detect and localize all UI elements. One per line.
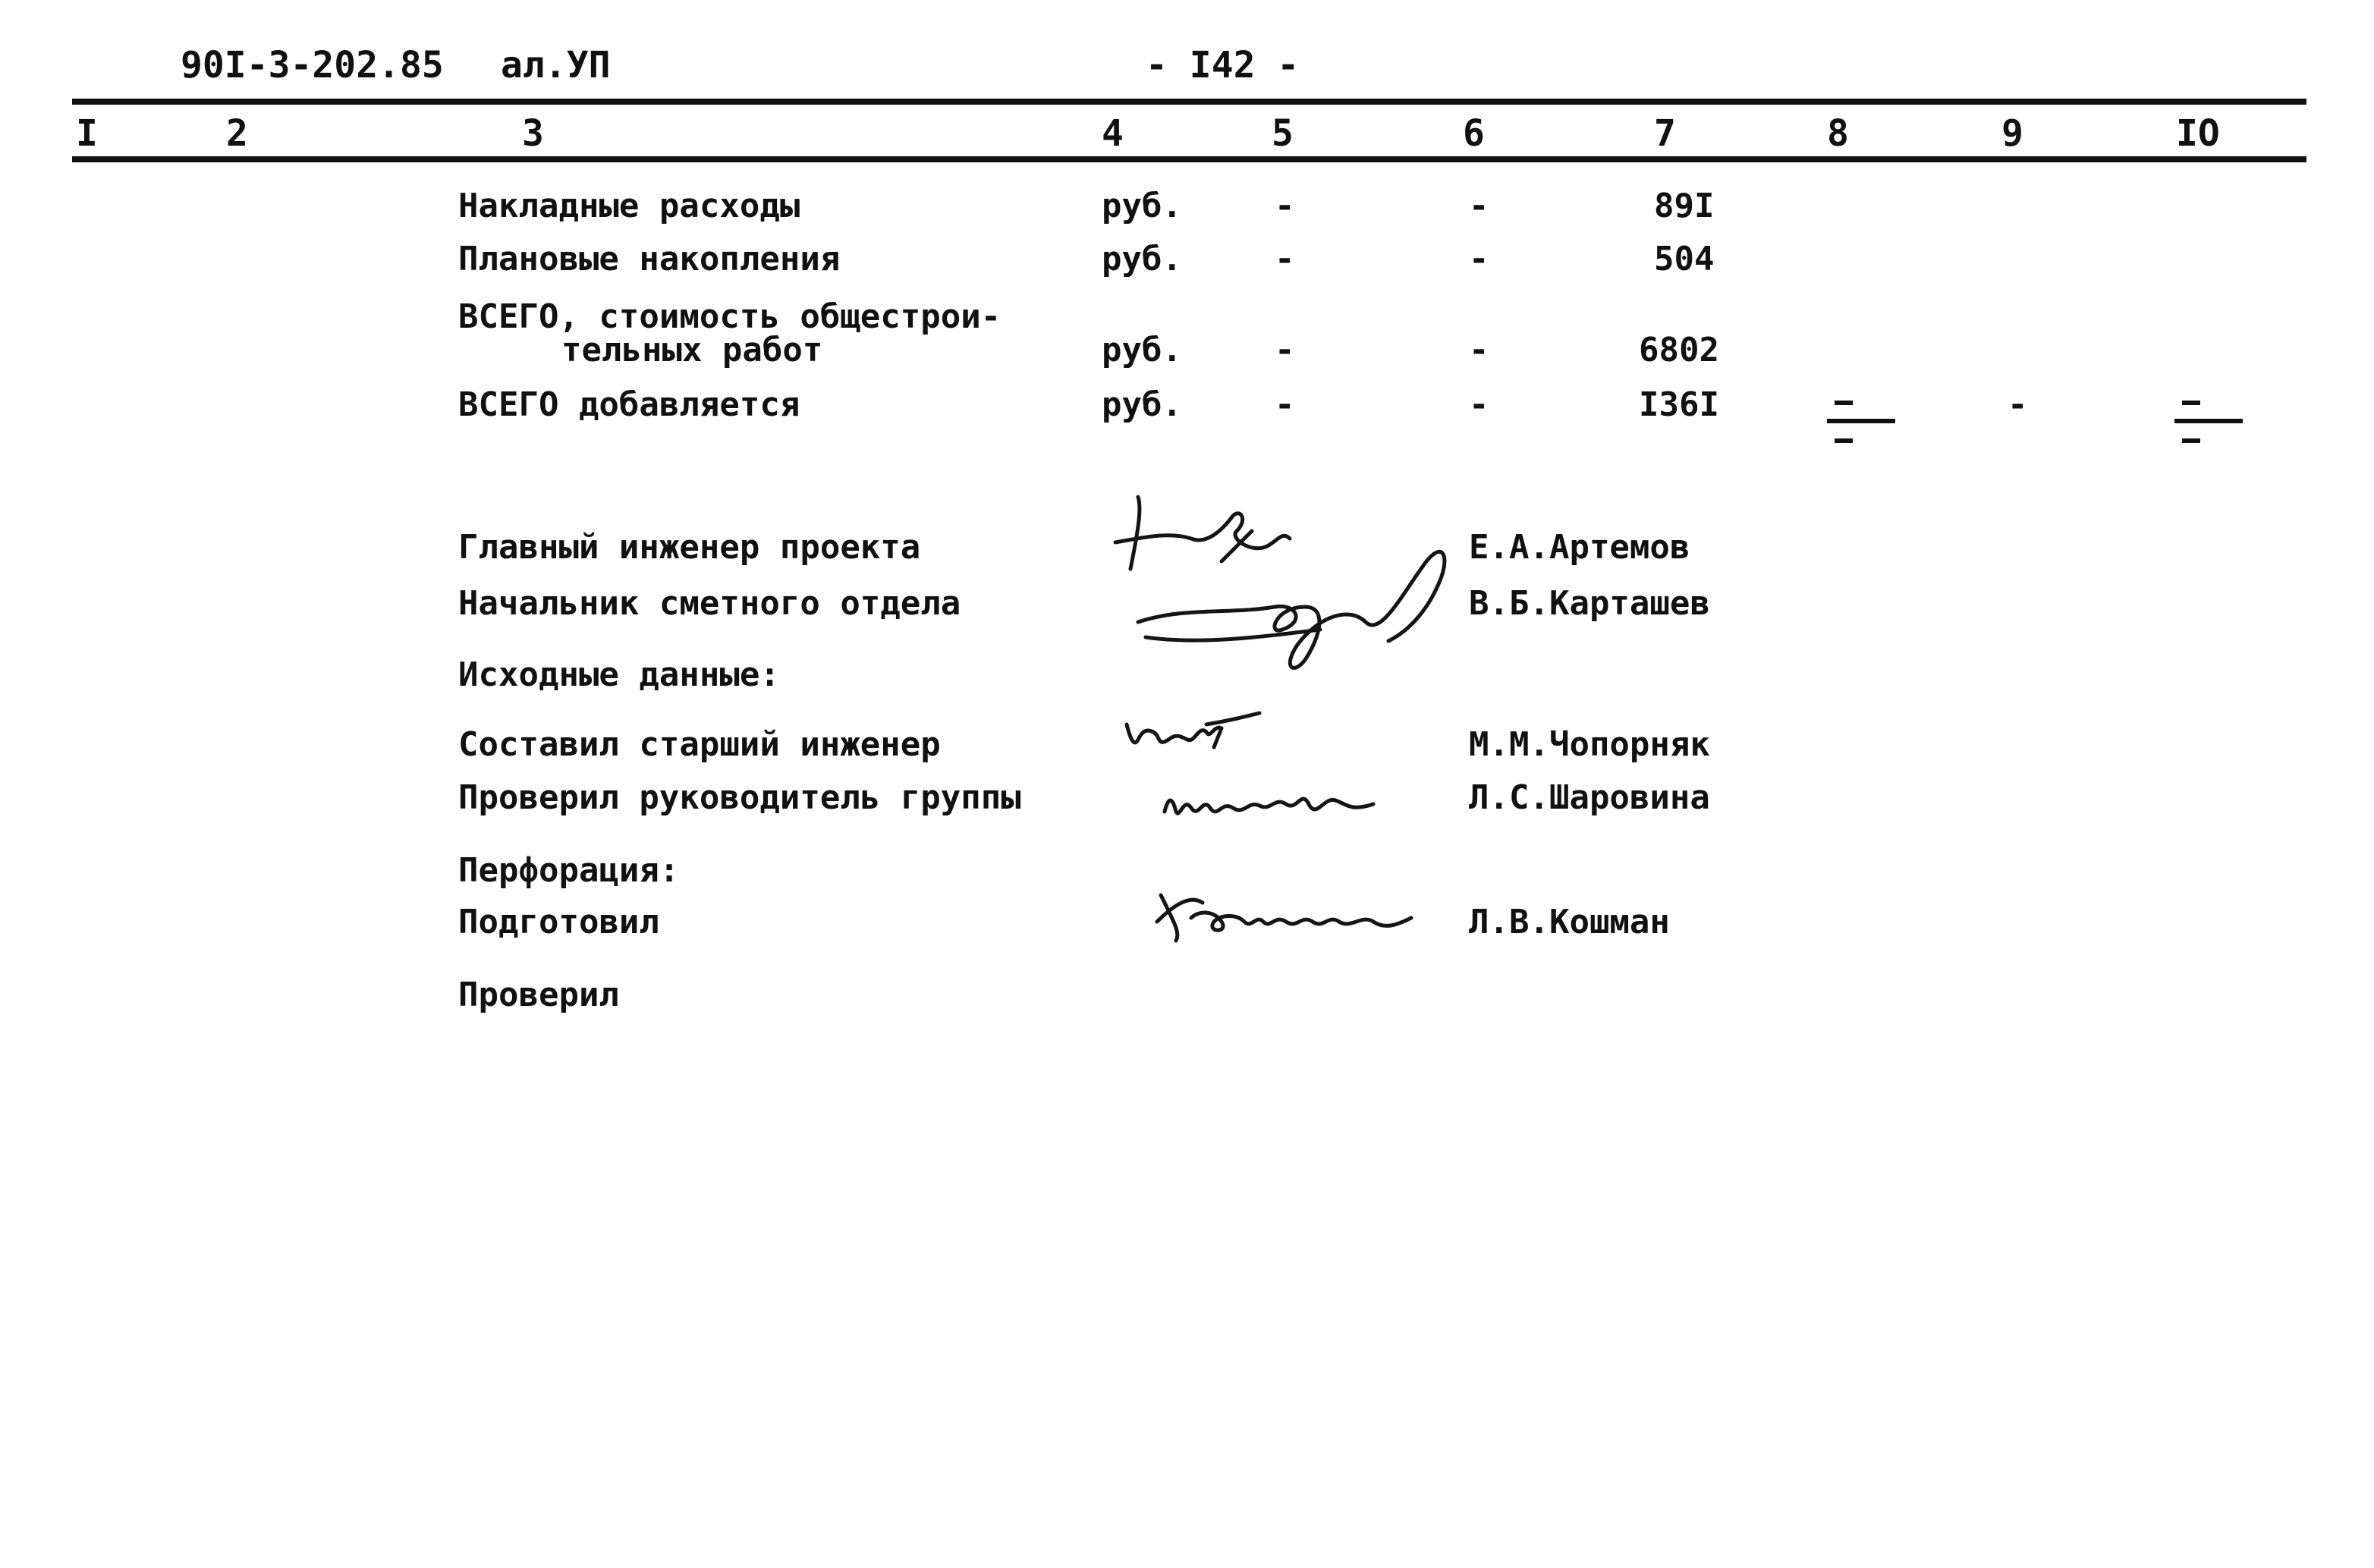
album-number: ал.УП — [501, 44, 611, 86]
row-name: Накладные расходы — [458, 187, 800, 225]
row-unit: руб. — [1102, 331, 1182, 369]
row-name-line2: тельных работ — [561, 331, 823, 369]
compiled-signature — [1115, 694, 1282, 778]
estimate-head-name: В.Б.Карташев — [1469, 584, 1710, 623]
estimate-head-title: Начальник сметного отдела — [458, 584, 961, 623]
perforation-label: Перфорация: — [458, 851, 680, 890]
column-header-3: 3 — [522, 112, 544, 155]
row-unit: руб. — [1102, 187, 1182, 225]
row-col7: I36I — [1639, 385, 1719, 424]
column-header-6: 6 — [1463, 112, 1485, 155]
prepared-title: Подготовил — [458, 903, 659, 941]
column-header-4: 4 — [1102, 112, 1124, 155]
source-data-label: Исходные данные: — [458, 655, 780, 694]
checked-name: Л.С.Шаровина — [1469, 778, 1710, 817]
page-number: - I42 - — [1146, 44, 1300, 86]
column-header-2: 2 — [226, 112, 248, 155]
verified-title: Проверил — [458, 976, 619, 1014]
row-col7: 504 — [1654, 240, 1715, 278]
column-header-8: 8 — [1827, 112, 1849, 155]
fraction-mark-col10 — [2174, 401, 2243, 446]
prepared-name: Л.В.Кошман — [1469, 903, 1670, 941]
prepared-signature — [1146, 880, 1426, 948]
column-header-10: IO — [2176, 112, 2220, 155]
chief-engineer-name: Е.А.Артемов — [1469, 528, 1690, 567]
row-col7: 6802 — [1639, 331, 1719, 369]
row-name: Плановые накопления — [458, 240, 841, 278]
column-header-5: 5 — [1272, 112, 1294, 155]
row-col6: - — [1469, 240, 1489, 278]
compiled-title: Составил старший инженер — [458, 725, 941, 764]
column-header-9: 9 — [2001, 112, 2023, 155]
row-unit: руб. — [1102, 385, 1182, 424]
row-col6: - — [1469, 385, 1489, 424]
chief-engineer-title: Главный инженер проекта — [458, 528, 921, 567]
row-col6: - — [1469, 187, 1489, 225]
estimate-head-signature — [1123, 531, 1457, 683]
row-col5: - — [1275, 385, 1295, 424]
row-unit: руб. — [1102, 240, 1182, 278]
row-col5: - — [1275, 187, 1295, 225]
table-top-rule — [72, 99, 2306, 105]
row-name: ВСЕГО добавляется — [458, 385, 800, 424]
row-col5: - — [1275, 331, 1295, 369]
row-col7: 89I — [1654, 187, 1715, 225]
checked-title: Проверил руководитель группы — [458, 778, 1021, 817]
table-header-bottom-rule — [72, 156, 2306, 162]
document-code: 90I-3-202.85 — [181, 44, 444, 86]
compiled-name: М.М.Чопорняк — [1469, 725, 1710, 764]
column-header-1: I — [76, 112, 98, 155]
row-col6: - — [1469, 331, 1489, 369]
row-col5: - — [1275, 240, 1295, 278]
checked-signature — [1153, 766, 1396, 834]
row-name-line1: ВСЕГО, стоимость общестрои- — [458, 297, 1001, 336]
fraction-mark-col8 — [1827, 401, 1895, 446]
row-col9: - — [2008, 385, 2028, 424]
column-header-7: 7 — [1654, 112, 1676, 155]
